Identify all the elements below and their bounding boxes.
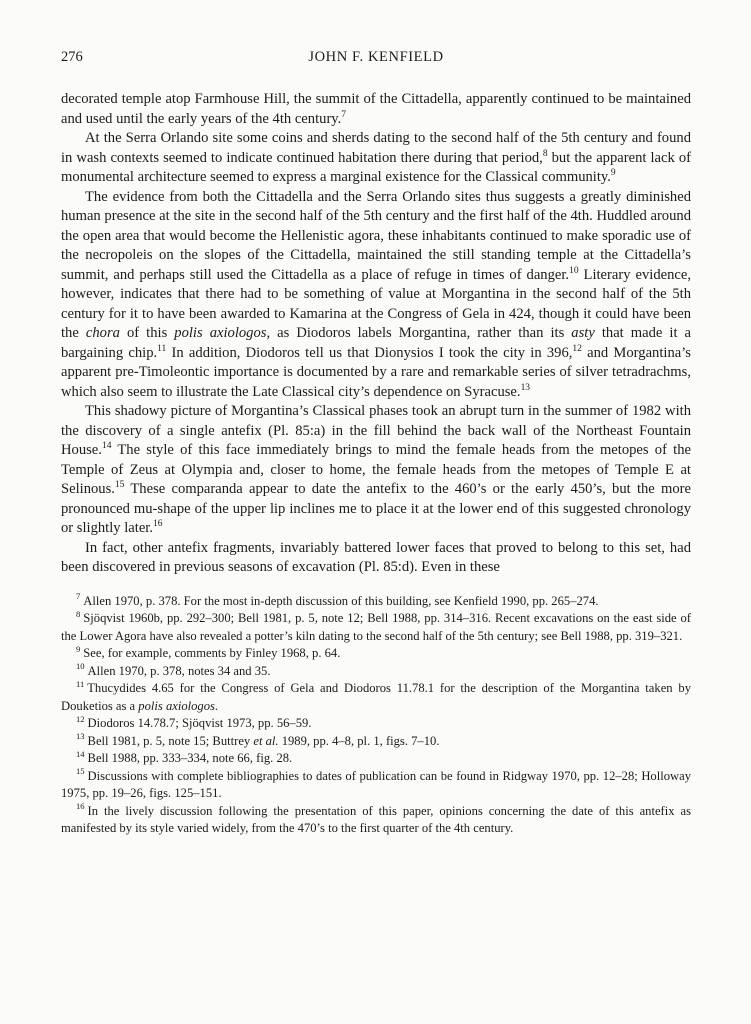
text-run: of this bbox=[119, 325, 175, 341]
footnote bbox=[61, 768, 691, 803]
footnote bbox=[61, 663, 691, 681]
footnote bbox=[61, 680, 691, 715]
body-paragraphs bbox=[61, 90, 691, 578]
text-run: et al. bbox=[253, 733, 279, 748]
footnote-ref: 9 bbox=[610, 168, 616, 179]
footnote-ref: 16 bbox=[153, 519, 163, 530]
text-run: decorated temple atop Farmhouse Hill, the summit of the Cittadella, apparently continued to be maintained and used until the early years of the 4th century. bbox=[61, 91, 691, 127]
text-run: In the lively discussion following the presentation of this paper, opinions concerning the date of this antefix as manifested by its style varied widely, from the 470’s to the first quarter of the 4th century. bbox=[61, 803, 691, 835]
paragraph bbox=[61, 90, 691, 129]
text-run: Bell 1988, pp. 333–334, note 66, fig. 28. bbox=[87, 751, 293, 765]
footnote-ref: 12 bbox=[572, 343, 582, 354]
paragraph bbox=[61, 188, 691, 403]
text-run: . bbox=[214, 698, 219, 713]
page-number: 276 bbox=[61, 49, 83, 65]
footnote bbox=[61, 803, 691, 838]
text-run: Discussions with complete bibliographies to dates of publication can be found in Ridgway 1970, pp. 12–28; Holloway 1975, pp. 19–26, figs. 125–151. bbox=[61, 768, 691, 800]
footnote-marker: 13 bbox=[76, 731, 85, 742]
footnote-marker: 11 bbox=[76, 678, 85, 689]
text-run: 1989, pp. 4–8, pl. 1, figs. 7–10. bbox=[278, 733, 440, 748]
footnote-ref: 14 bbox=[101, 441, 112, 452]
text-run: Allen 1970, p. 378. For the most in-depth discussion of this building, see Kenfield 1990, pp. 265–274. bbox=[83, 593, 599, 608]
footnote-ref: 11 bbox=[157, 343, 167, 354]
footnote-marker: 9 bbox=[76, 643, 81, 654]
footnote-marker: 12 bbox=[76, 713, 85, 724]
text-run: that made it a bargaining chip. bbox=[61, 325, 692, 361]
footnote bbox=[61, 750, 691, 768]
footnote bbox=[61, 715, 691, 733]
text-run: In addition, Diodoros tell us that Dionysios I took the city in 396, bbox=[166, 344, 573, 361]
text-run: Diodoros 14.78.7; Sjöqvist 1973, pp. 56–59. bbox=[87, 716, 312, 730]
footnotes bbox=[61, 593, 691, 838]
footnote-marker: 7 bbox=[76, 591, 81, 602]
footnote-ref: 13 bbox=[520, 382, 531, 393]
text-run: Literary evidence, however, indicates that there had to be something of value at Morgantina in the second half of the 5th century for it to have been awarded to Kamarina at the Congress of Gela in 424, though it could have been the bbox=[61, 266, 691, 341]
text-run: Allen 1970, p. 378, notes 34 and 35. bbox=[87, 663, 271, 678]
footnote bbox=[61, 733, 691, 751]
text-run: Sjöqvist 1960b, pp. 292–300; Bell 1981, p. 5, note 12; Bell 1988, pp. 314–316. Recent excavations on the east side of the Lower Agora have also revealed a potter’s kiln dating to the second half of the 5th century; see Bell 1988, pp. 319–321. bbox=[61, 611, 691, 643]
text-run: Bell 1981, p. 5, note 15; Buttrey bbox=[87, 733, 254, 748]
footnote bbox=[61, 593, 691, 611]
text-run: See, for example, comments by Finley 1968, p. 64. bbox=[83, 646, 341, 660]
footnote-marker: 10 bbox=[76, 661, 85, 672]
text-run: This shadowy picture of Morgantina’s Classical phases took an abrupt turn in the summer of 1982 with the discovery of a single antefix (Pl. 85:a) in the fill behind the back wall of the Northeast Fountain House. bbox=[61, 403, 691, 458]
text-run: In fact, other antefix fragments, invariably battered lower faces that proved to belong to this set, had been discovered in previous seasons of excavation (Pl. 85:d). Even in these bbox=[61, 539, 691, 575]
footnote-marker: 14 bbox=[76, 748, 85, 759]
footnote bbox=[61, 645, 691, 663]
footnote-marker: 16 bbox=[76, 801, 85, 812]
text-run: The style of this face immediately brings to mind the female heads from the metopes of the Temple of Zeus at Olympia and, closer to home, the female heads from the metopes of Temple E at Selinous. bbox=[61, 442, 691, 497]
text-run: asty bbox=[571, 325, 595, 341]
paragraph bbox=[61, 402, 691, 539]
text-run: The evidence from both the Cittadella and the Serra Orlando sites thus suggests a greatly diminished human presence at the site in the second half of the 5th century and the first half of the 4th. Huddled around the open area that would become the Hellenistic agora, these inhabitants continued to make sporadic use of the necropoleis on the slopes of the Cittadella, maintained the still standing temple at the Cittadella’s summit, and perhaps still used the Cittadella as a place of refuge in times of danger. bbox=[61, 188, 691, 283]
running-head: JOHN F. KENFIELD bbox=[308, 49, 444, 65]
footnote-marker: 8 bbox=[76, 608, 81, 619]
text-run: and Morgantina’s apparent pre-Timoleontic importance is documented by a rare and remarkable series of silver tetradrachms, which also seem to illustrate the Late Classical city’s dependence on Syracuse. bbox=[61, 344, 691, 400]
text-run: chora bbox=[85, 325, 120, 341]
footnote-ref: 10 bbox=[569, 265, 579, 276]
footnote-ref: 15 bbox=[114, 480, 125, 491]
text-run: but the apparent lack of monumental architecture seemed to express a marginal existence for the Classical community. bbox=[61, 149, 692, 185]
footnote-ref: 7 bbox=[341, 109, 347, 120]
text-run: At the Serra Orlando site some coins and sherds dating to the second half of the 5th century and found in wash contexts seemed to indicate continued habitation there during that period, bbox=[61, 130, 691, 166]
text-run: polis axiologos bbox=[174, 325, 267, 341]
page-header bbox=[61, 49, 691, 67]
footnote-marker: 15 bbox=[76, 766, 85, 777]
footnote bbox=[61, 610, 691, 645]
paragraph bbox=[61, 539, 691, 578]
paragraph bbox=[61, 129, 691, 188]
footnote-ref: 8 bbox=[542, 148, 548, 159]
text-run: , as Diodoros labels Morgantina, rather than its bbox=[266, 325, 572, 341]
text-run: polis axiologos bbox=[138, 698, 215, 713]
text-run: Thucydides 4.65 for the Congress of Gela and Diodoros 11.78.1 for the description of the Morgantina taken by Douketios as a bbox=[61, 681, 691, 713]
text-run: These comparanda appear to date the antefix to the 460’s or the early 450’s, but the more pronounced mu-shape of the upper lip inclines me to place it at the lower end of this suggested chronology or slightly later. bbox=[61, 481, 691, 536]
